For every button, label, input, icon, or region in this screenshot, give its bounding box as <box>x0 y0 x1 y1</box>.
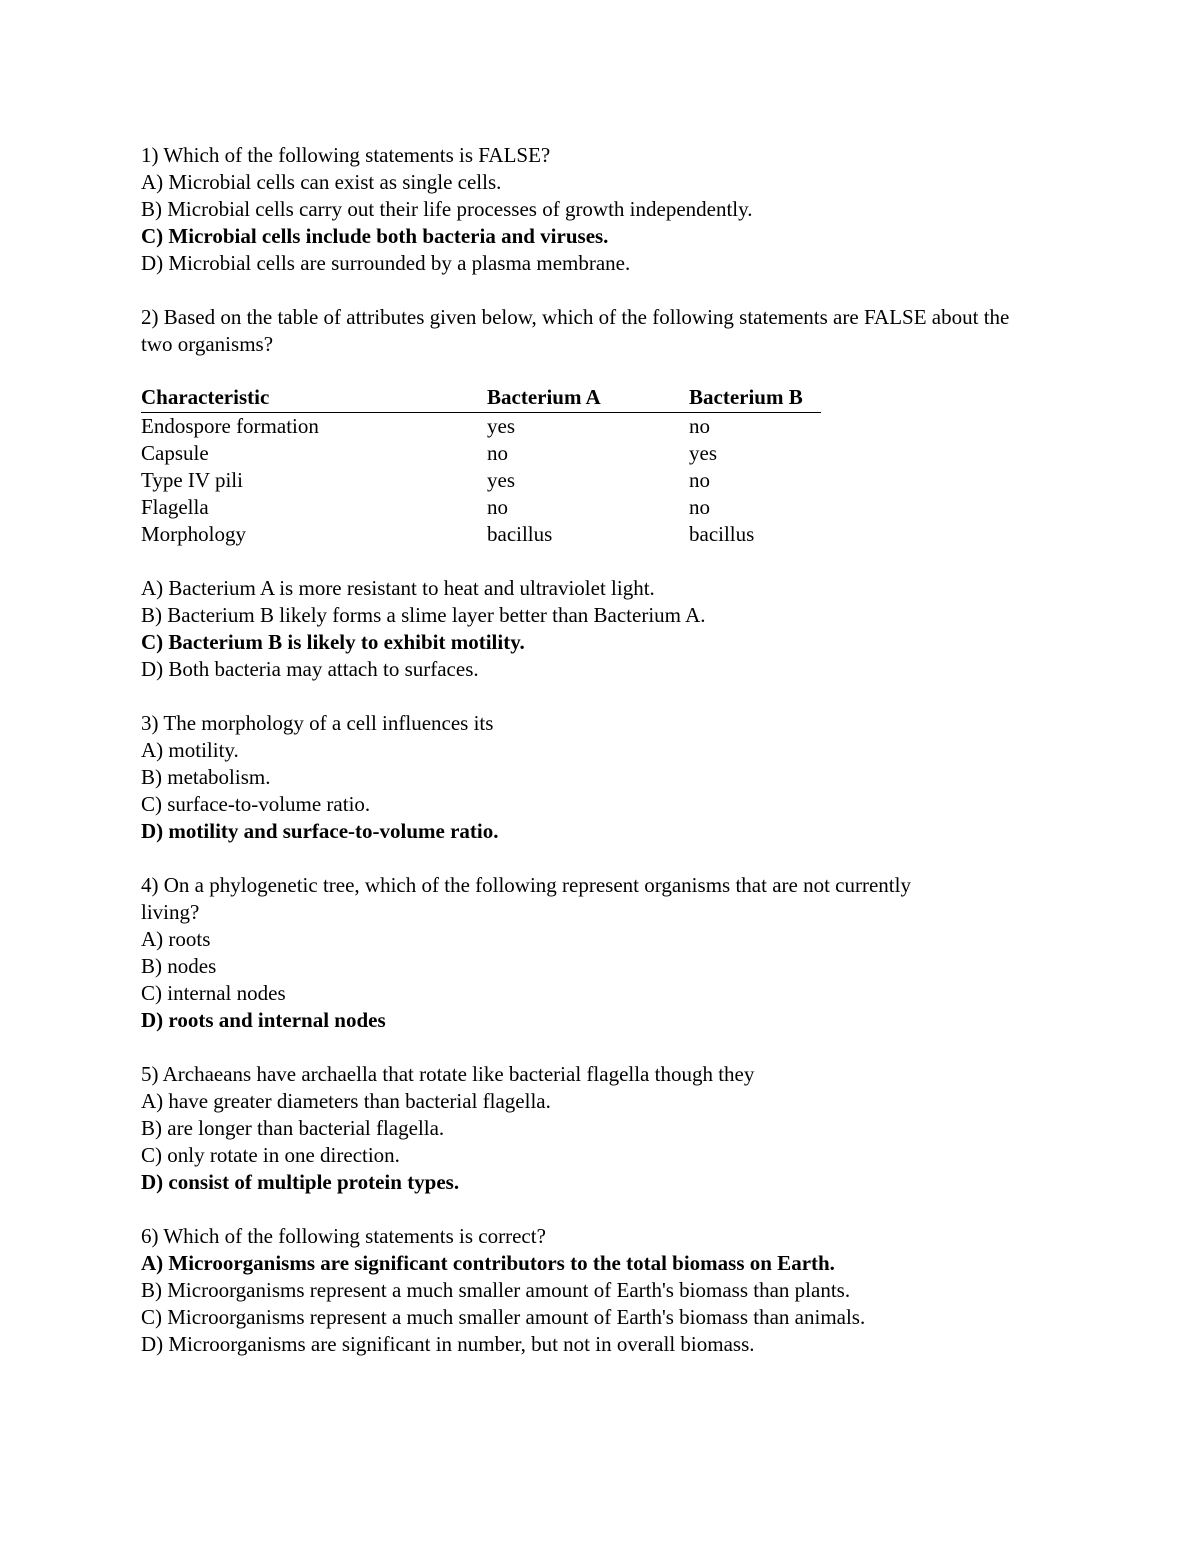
question-4-option-b: B) nodes <box>141 954 217 978</box>
question-6 <box>141 1223 1061 1358</box>
question-6-option-d: D) Microorganisms are significant in number, but not in overall biomass. <box>141 1332 755 1356</box>
question-2 <box>141 304 1061 683</box>
table-cell: no <box>689 495 710 519</box>
question-1-option-a: A) Microbial cells can exist as single cells. <box>141 170 502 194</box>
question-4-stem-line-1: 4) On a phylogenetic tree, which of the following represent organisms that are not currently <box>141 873 911 897</box>
question-5-stem: 5) Archaeans have archaella that rotate like bacterial flagella though they <box>141 1062 755 1086</box>
question-6-stem: 6) Which of the following statements is correct? <box>141 1224 546 1248</box>
question-1-option-b: B) Microbial cells carry out their life processes of growth independently. <box>141 197 753 221</box>
table-row <box>141 467 821 494</box>
table-row <box>141 413 821 441</box>
question-3-option-b: B) metabolism. <box>141 765 271 789</box>
document-page <box>141 142 1061 1358</box>
question-2-option-b: B) Bacterium B likely forms a slime layer better than Bacterium A. <box>141 603 706 627</box>
table-cell: Morphology <box>141 522 246 546</box>
question-4-option-a: A) roots <box>141 927 211 951</box>
question-5-option-d-answer: D) consist of multiple protein types. <box>141 1170 460 1194</box>
table-row <box>141 521 821 548</box>
question-3-stem: 3) The morphology of a cell influences its <box>141 711 494 735</box>
question-2-option-a: A) Bacterium A is more resistant to heat and ultraviolet light. <box>141 576 655 600</box>
question-6-option-c: C) Microorganisms represent a much smaller amount of Earth's biomass than animals. <box>141 1305 866 1329</box>
question-3-option-a: A) motility. <box>141 738 239 762</box>
question-1-option-d: D) Microbial cells are surrounded by a plasma membrane. <box>141 251 631 275</box>
question-3-option-d-answer: D) motility and surface-to-volume ratio. <box>141 819 499 843</box>
table-cell: no <box>487 441 508 465</box>
question-5-option-c: C) only rotate in one direction. <box>141 1143 400 1167</box>
table-cell: Capsule <box>141 441 209 465</box>
question-6-option-a-answer: A) Microorganisms are significant contributors to the total biomass on Earth. <box>141 1251 835 1275</box>
question-4-option-d-answer: D) roots and internal nodes <box>141 1008 386 1032</box>
question-1 <box>141 142 1061 277</box>
question-1-option-c-answer: C) Microbial cells include both bacteria and viruses. <box>141 224 609 248</box>
table-row <box>141 494 821 521</box>
table-cell: Type IV pili <box>141 468 243 492</box>
table-cell: no <box>689 414 710 438</box>
table-header-bacterium-b: Bacterium B <box>689 385 821 413</box>
table-cell: Endospore formation <box>141 414 319 438</box>
table-cell: Flagella <box>141 495 209 519</box>
table-header-characteristic: Characteristic <box>141 385 487 413</box>
table-cell: no <box>689 468 710 492</box>
question-3-option-c: C) surface-to-volume ratio. <box>141 792 371 816</box>
question-5-option-a: A) have greater diameters than bacterial flagella. <box>141 1089 551 1113</box>
question-5 <box>141 1061 1061 1196</box>
table-cell: yes <box>487 468 515 492</box>
table-cell: yes <box>487 414 515 438</box>
question-2-option-c-answer: C) Bacterium B is likely to exhibit motility. <box>141 630 525 654</box>
question-4 <box>141 872 1061 1034</box>
question-5-option-b: B) are longer than bacterial flagella. <box>141 1116 445 1140</box>
question-4-option-c: C) internal nodes <box>141 981 286 1005</box>
question-6-option-b: B) Microorganisms represent a much smaller amount of Earth's biomass than plants. <box>141 1278 851 1302</box>
table-header-bacterium-a: Bacterium A <box>487 385 689 413</box>
question-1-stem: 1) Which of the following statements is FALSE? <box>141 143 551 167</box>
attributes-table <box>141 385 821 548</box>
table-header-row <box>141 385 821 413</box>
table-row <box>141 440 821 467</box>
table-cell: bacillus <box>689 522 755 546</box>
table-cell: yes <box>689 441 717 465</box>
table-cell: bacillus <box>487 522 553 546</box>
question-2-stem: 2) Based on the table of attributes given below, which of the following statements are FALSE about the two organisms? <box>141 305 1010 356</box>
question-2-option-d: D) Both bacteria may attach to surfaces. <box>141 657 479 681</box>
question-3 <box>141 710 1061 845</box>
table-cell: no <box>487 495 508 519</box>
question-4-stem-line-2: living? <box>141 900 200 924</box>
